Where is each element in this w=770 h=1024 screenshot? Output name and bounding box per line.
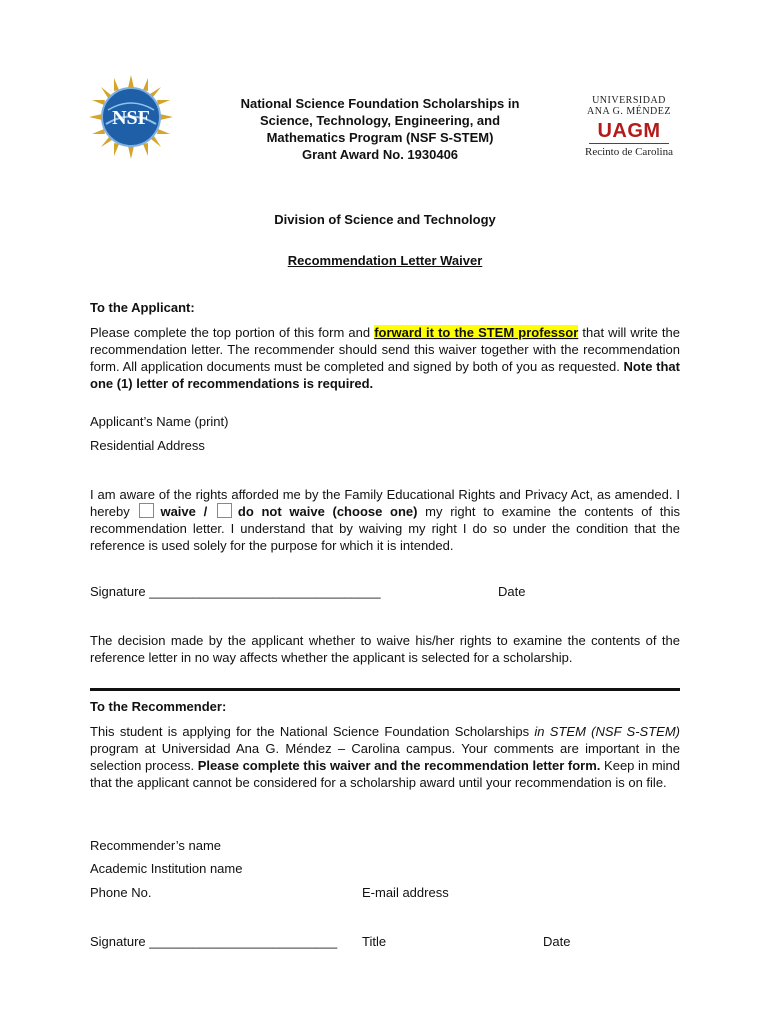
recommender-instruction: Please complete this waiver and the recommendation letter form. [197,758,601,773]
decision-notice: The decision made by the applicant whether to waive his/her rights to examine the contents of the reference letter in no way affects whether the applicant is selected for a scholarship. [90,633,680,665]
recommender-text-3: Keep in mind that the applicant cannot be considered for a scholarship award until your recommendation is on file. [90,758,680,790]
recommender-text-1: This student is applying for the National Science Foundation Scholarships [90,724,535,739]
rights-statement [90,486,680,554]
recommender-title-label: Title [362,934,387,949]
header-title-line-4: Grant Award No. 1930406 [301,147,459,162]
waive-checkbox[interactable] [139,503,154,518]
do-not-waive-label: do not waive (choose one) [237,504,418,519]
recommender-heading: To the Recommender: [90,699,227,714]
applicant-intro [90,324,680,392]
nsf-seal-icon [88,74,174,160]
recommender-date-label: Date [543,934,571,949]
recommender-signature-label: Signature __________________________ [90,934,338,949]
recommender-name-label: Recommender’s name [90,838,222,853]
forward-highlight: forward it to the STEM professor [374,325,579,340]
applicant-name-label: Applicant’s Name (print) [90,414,229,429]
uagm-logo [583,95,675,158]
rights-text-end: my right to examine the contents of this recommendation letter. I understand that by waiving my right I do so under the condition that the reference is used solely for the purpose for which it is intended. [90,504,680,553]
applicant-heading: To the Applicant: [90,300,195,315]
email-label: E-mail address [362,885,449,900]
uagm-logo-brand: UAGM [597,120,661,142]
nsf-logo [88,74,174,160]
recommender-text-2: program at Universidad Ana G. Méndez – Carolina campus. Your comments are important in the selection process. [90,741,680,773]
nsf-logo-text: NSF [112,107,150,129]
applicant-signature-label: Signature ________________________________ [90,584,381,599]
phone-label: Phone No. [90,885,152,900]
uagm-logo-rule [589,143,669,144]
institution-name-label: Academic Institution name [90,861,243,876]
residential-address-label: Residential Address [90,438,205,453]
header-title [220,95,540,163]
uagm-logo-line-2: ANA G. MÉNDEZ [587,106,671,117]
form-title: Recommendation Letter Waiver [287,253,483,268]
section-divider [90,688,680,691]
applicant-intro-note: Note that one (1) letter of recommendations is required. [90,359,680,391]
uagm-logo-campus: Recinto de Carolina [585,146,673,158]
waive-label: waive / [160,504,208,519]
applicant-date-label: Date [498,584,526,599]
header-title-line-2: Science, Technology, Engineering, and [259,113,501,128]
do-not-waive-checkbox[interactable] [217,503,232,518]
recommender-program-italic: in STEM (NSF S-STEM) [534,724,680,739]
applicant-intro-start: Please complete the top portion of this form and [90,325,375,340]
header-title-line-1: National Science Foundation Scholarships in [240,96,520,111]
division-heading: Division of Science and Technology [274,212,496,227]
recommender-intro [90,723,680,791]
rights-text-start: I am aware of the rights afforded me by the Family Educational Rights and Privacy Act, as amended. I hereby [90,487,680,519]
header-title-line-3: Mathematics Program (NSF S-STEM) [266,130,494,145]
applicant-intro-middle: that will write the recommendation letter. The recommender should send this waiver together with the recommendation form. All application documents must be completed and signed by both of you as requested. [90,325,680,374]
uagm-logo-line-1: UNIVERSIDAD [592,95,666,106]
